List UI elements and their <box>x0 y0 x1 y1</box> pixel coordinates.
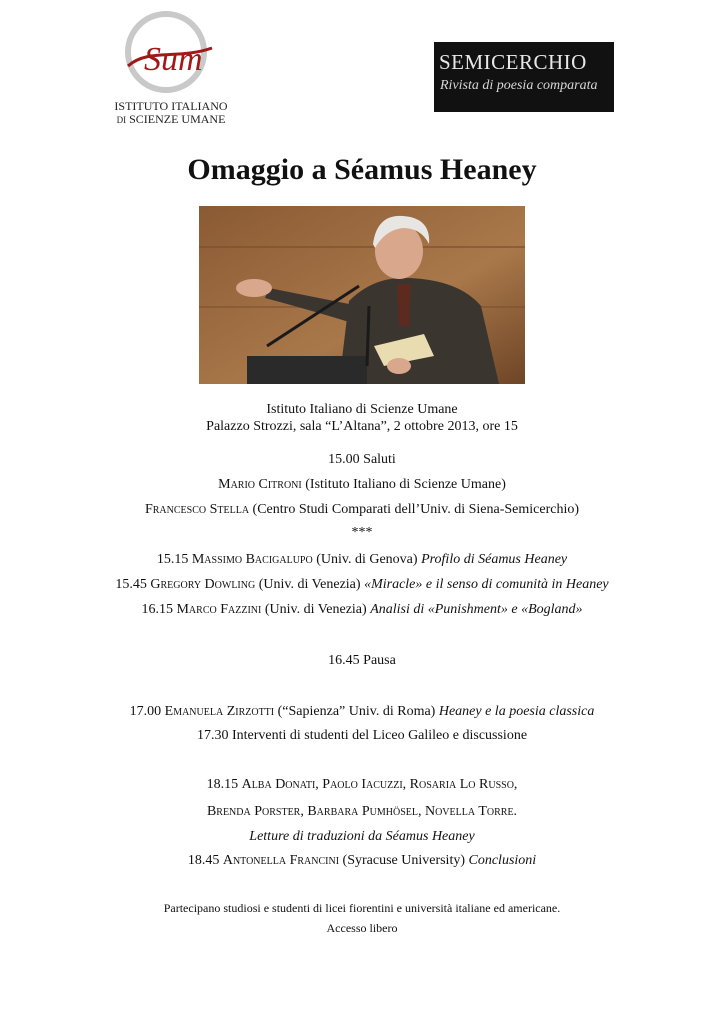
speaker-name: Gregory Dowling <box>150 577 256 592</box>
program-talk-5: 17.30 Interventi di studenti del Liceo Galileo e discussione <box>196 728 528 743</box>
sum-logo-mark <box>108 8 234 100</box>
footer-access: Accesso libero <box>326 921 398 935</box>
semicerchio-logo <box>434 42 614 112</box>
program-talk-6-title: Letture di traduzioni da Séamus Heaney <box>249 829 475 844</box>
talk-title: Heaney e la poesia classica <box>438 704 595 719</box>
talk-title: «Miracle» e il senso di comunità in Heaney <box>364 577 609 592</box>
venue-line1: Istituto Italiano di Scienze Umane <box>266 402 458 417</box>
speaker-name: Antonella Francini <box>222 853 340 868</box>
program-talk-6-names-2 <box>0 804 724 820</box>
semicerchio-subtitle: Rivista di poesia comparata <box>440 78 598 93</box>
program-talk-2: 15.45 Gregory Dowling (Univ. di Venezia) «Miracle» e il senso di comunità in Heaney <box>115 577 609 592</box>
program-talk-6-names: 18.15 Alba Donati, Paolo Iacuzzi, Rosaria Lo Russo, <box>206 777 518 792</box>
program-separator: *** <box>351 525 373 540</box>
program-citroni: Mario Citroni (Istituto Italiano di Scienze Umane) <box>218 477 506 492</box>
program-talk-7: 18.45 Antonella Francini (Syracuse University) Conclusioni <box>187 853 537 868</box>
talk-title: Profilo di Séamus Heaney <box>421 552 568 567</box>
talk-title: Conclusioni <box>468 853 537 868</box>
istituto-name-line2: DI SCIENZE UMANE <box>116 112 226 126</box>
program-pausa: 16.45 Pausa <box>328 653 396 668</box>
speaker-names: Brenda Porster, Barbara Pumhösel, Novella Torre. <box>206 804 518 819</box>
semicerchio-title: SEMICERCHIO <box>439 50 587 74</box>
speaker-name: Massimo Bacigalupo <box>191 552 313 567</box>
speaker-names: Alba Donati, Paolo Iacuzzi, Rosaria Lo Russo, <box>241 777 518 792</box>
program-talk-4: 17.00 Emanuela Zirzotti (“Sapienza” Univ. di Roma) Heaney e la poesia classica <box>129 704 595 719</box>
speaker-name: Emanuela Zirzotti <box>164 704 275 719</box>
program-saluti: 15.00 Saluti <box>328 452 396 467</box>
speaker-name: Marco Fazzini <box>176 602 262 617</box>
program-stella: Francesco Stella (Centro Studi Comparati dell’Univ. di Siena-Semicerchio) <box>144 502 580 517</box>
footer-note: Partecipano studiosi e studenti di licei fiorentini e università italiane ed americane. <box>163 901 561 915</box>
istituto-name-line1: ISTITUTO ITALIANO <box>114 99 228 113</box>
istituto-logo <box>108 8 234 124</box>
page-title: Omaggio a Séamus Heaney <box>187 153 537 186</box>
venue-line2: Palazzo Strozzi, sala “L’Altana”, 2 ottobre 2013, ore 15 <box>206 419 518 434</box>
logo-mark-text: Sum <box>144 41 203 78</box>
speaker-photo <box>199 206 525 384</box>
speaker-name: Francesco Stella <box>144 502 250 517</box>
program-talk-3: 16.15 Marco Fazzini (Univ. di Venezia) Analisi di «Punishment» e «Bogland» <box>141 602 583 617</box>
speaker-name: Mario Citroni <box>218 477 302 492</box>
program-talk-1: 15.15 Massimo Bacigalupo (Univ. di Genova) Profilo di Séamus Heaney <box>156 552 568 567</box>
talk-title: Analisi di «Punishment» e «Bogland» <box>370 602 583 617</box>
